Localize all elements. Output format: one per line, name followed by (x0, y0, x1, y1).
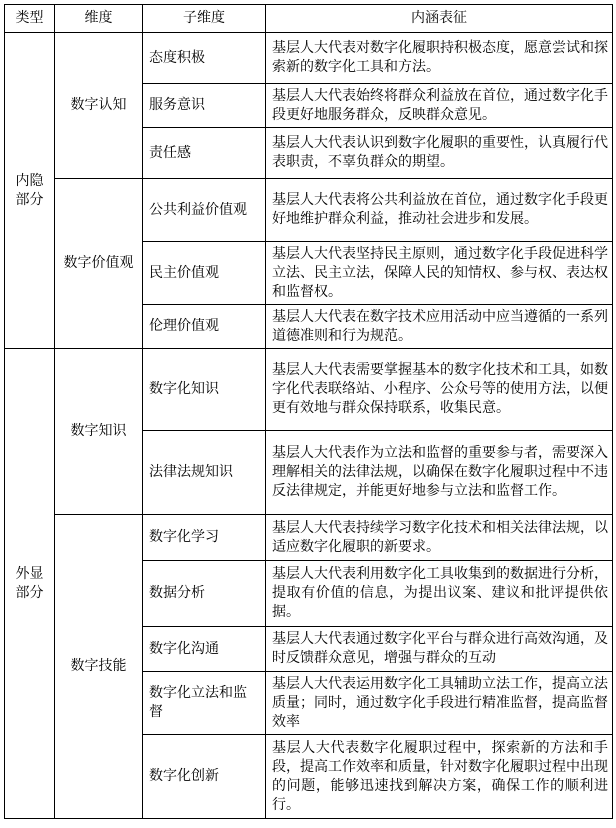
sub-dimension-cell: 态度积极 (143, 33, 266, 84)
table-row (5, 515, 613, 561)
sub-dimension-cell: 服务意识 (143, 84, 266, 128)
description-cell: 基层人大代表持续学习数字化技术和相关法律法规，以适应数字化履职的新要求。 (266, 515, 613, 561)
dimension-cell: 数字技能 (55, 515, 143, 819)
description-cell: 基层人大代表需要掌握基本的数字化技术和工具，如数字化代表联络站、小程序、公众号等的使用方法，以便更有效地与群众保持联系，收集民意。 (266, 349, 613, 431)
sub-dimension-cell: 责任感 (143, 128, 266, 179)
description-cell: 基层人大代表利用数字化工具收集到的数据进行分析，提取有价值的信息，为提出议案、建议和批评提供依据。 (266, 561, 613, 627)
sub-dimension-cell: 公共利益价值观 (143, 179, 266, 242)
type-cell-implicit (5, 33, 55, 349)
sub-dimension-cell: 数字化沟通 (143, 627, 266, 672)
sub-dimension-cell: 数字化立法和监督 (143, 672, 266, 735)
type-label: 外显 部分 (15, 565, 44, 601)
header-sub-dimension: 子维度 (143, 5, 266, 33)
header-dimension: 维度 (55, 5, 143, 33)
description-cell: 基层人大代表运用数字化工具辅助立法工作，提高立法质量；同时，通过数字化手段进行精准监督，提高监督效率 (266, 672, 613, 735)
description-cell: 基层人大代表将公共利益放在首位，通过数字化手段更好地维护群众利益，推动社会进步和发展。 (266, 179, 613, 242)
description-cell: 基层人大代表数字化履职过程中，探索新的方法和手段，提高工作效率和质量，针对数字化履职过程中出现的问题，能够迅速找到解决方案，确保工作的顺利进行。 (266, 735, 613, 819)
type-label: 内隐 部分 (15, 172, 44, 208)
sub-dimension-cell: 法律法规知识 (143, 431, 266, 515)
description-cell: 基层人大代表在数字技术应用活动中应当遵循的一系列道德准则和行为规范。 (266, 305, 613, 349)
sub-dimension-cell: 数字化创新 (143, 735, 266, 819)
header-row (5, 5, 613, 33)
description-cell: 基层人大代表作为立法和监督的重要参与者，需要深入理解相关的法律法规，以确保在数字化履职过程中不违反法律规定，并能更好地参与立法和监督工作。 (266, 431, 613, 515)
sub-dimension-cell: 伦理价值观 (143, 305, 266, 349)
dimension-cell: 数字认知 (55, 33, 143, 179)
description-cell: 基层人大代表认识到数字化履职的重要性，认真履行代表职责，不辜负群众的期望。 (266, 128, 613, 179)
type-cell-explicit (5, 349, 55, 819)
sub-dimension-cell: 数据分析 (143, 561, 266, 627)
table-row (5, 349, 613, 431)
sub-dimension-cell: 数字化知识 (143, 349, 266, 431)
dimension-cell: 数字价值观 (55, 179, 143, 349)
description-cell: 基层人大代表坚持民主原则，通过数字化手段促进科学立法、民主立法，保障人民的知情权、参与权、表达权和监督权。 (266, 242, 613, 305)
header-description: 内涵表征 (266, 5, 613, 33)
table-row (5, 33, 613, 84)
sub-dimension-cell: 民主价值观 (143, 242, 266, 305)
dimension-cell: 数字知识 (55, 349, 143, 515)
description-cell: 基层人大代表对数字化履职持积极态度，愿意尝试和探索新的数字化工具和方法。 (266, 33, 613, 84)
header-type: 类型 (5, 5, 55, 33)
sub-dimension-cell: 数字化学习 (143, 515, 266, 561)
description-cell: 基层人大代表通过数字化平台与群众进行高效沟通，及时反馈群众意见，增强与群众的互动 (266, 627, 613, 672)
table-row (5, 179, 613, 242)
description-cell: 基层人大代表始终将群众利益放在首位，通过数字化手段更好地服务群众，反映群众意见。 (266, 84, 613, 128)
competency-table (4, 4, 613, 819)
